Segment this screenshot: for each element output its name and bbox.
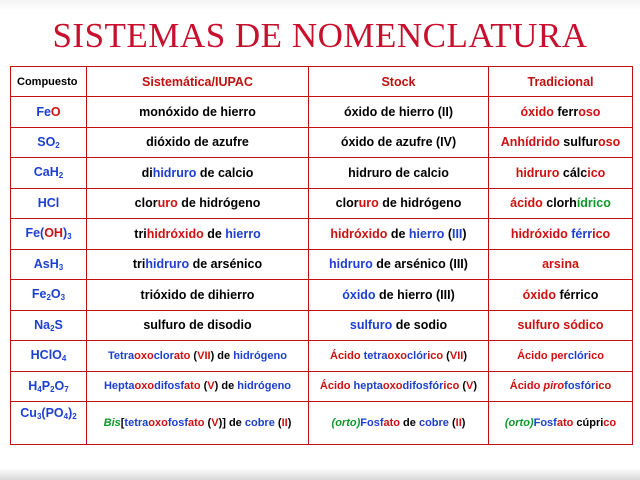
formula-segment: Cu [20, 406, 37, 420]
formula-segment: S [54, 317, 63, 332]
cell-tradicional [489, 127, 633, 158]
formula-segment: SO [37, 134, 56, 149]
sistematica-segment: II [281, 417, 288, 429]
sistematica-segment: Hepta [103, 380, 135, 393]
stock-segment: III [451, 226, 463, 241]
sistematica-segment: hidróxido [146, 226, 204, 241]
cell-stock [309, 402, 489, 445]
cell-formula [11, 219, 87, 250]
table-row [11, 249, 633, 280]
stock-segment: difosfór [402, 380, 444, 393]
stock-segment: V [466, 380, 474, 393]
sistematica-segment: tri [132, 257, 146, 272]
table-row [11, 402, 633, 445]
stock-segment: de [387, 226, 409, 241]
sistematica-segment: hierro [225, 226, 261, 241]
table-body [11, 67, 633, 445]
stock-segment: Fosf [360, 417, 384, 429]
sistematica-segment: clor [134, 196, 158, 211]
cell-sistematica [87, 371, 309, 402]
formula-segment: Na [34, 317, 51, 332]
sistematica-segment: ( [190, 349, 198, 362]
stock-segment: ( [443, 349, 450, 362]
tradicional-segment: clór [567, 349, 589, 362]
cell-stock [309, 188, 489, 219]
formula-segment: 4 [63, 412, 69, 421]
sistematica-segment: de [203, 226, 226, 241]
tradicional-segment: Anhídrido [500, 135, 564, 150]
cell-sistematica [87, 249, 309, 280]
stock-segment: de hidrógeno [378, 196, 462, 211]
cell-stock [309, 158, 489, 189]
formula-segment: 3 [58, 262, 64, 272]
tradicional-segment: oso [598, 135, 621, 150]
formula-segment: 2 [72, 412, 77, 421]
tradicional-segment: oso [578, 104, 601, 119]
formula-segment: 3 [36, 412, 42, 421]
cell-formula [11, 127, 87, 158]
slide-top-shade [0, 0, 640, 10]
table-row [11, 219, 633, 250]
sistematica-segment: de arsénico [189, 257, 263, 272]
stock-segment: II [455, 417, 462, 429]
sistematica-segment: ( [274, 417, 282, 429]
sistematica-segment: V [207, 380, 215, 393]
sistematica-segment: oxo [148, 417, 168, 429]
stock-segment: ico [427, 349, 444, 362]
sistematica-segment: ) de [214, 380, 238, 393]
tradicional-segment: Ácido [509, 380, 541, 393]
tradicional-segment: ferr [557, 104, 579, 119]
cell-sistematica [87, 158, 309, 189]
formula-segment: 2 [55, 140, 60, 150]
formula-segment: HClO [30, 348, 62, 363]
sistematica-segment: sulfuro de disodio [143, 318, 252, 333]
stock-segment: clor [335, 196, 359, 211]
sistematica-segment: hidruro [145, 257, 190, 272]
cell-sistematica [87, 127, 309, 158]
formula-segment: Fe( [25, 226, 45, 241]
stock-segment: óxido de azufre (IV) [340, 135, 457, 150]
formula-segment: (PO [41, 406, 64, 420]
sistematica-segment: oxo [134, 349, 154, 362]
stock-segment: ) [462, 226, 467, 241]
sistematica-segment: hidrógeno [237, 380, 292, 393]
stock-segment: VII [449, 349, 464, 362]
tradicional-segment: ico [595, 380, 612, 393]
slide-bottom-shade [0, 468, 640, 480]
tradicional-segment: férrico [555, 287, 599, 302]
tradicional-segment: Ácido [517, 349, 548, 362]
stock-segment: Ácido [319, 380, 351, 393]
cell-stock [309, 97, 489, 128]
cell-tradicional [489, 341, 633, 372]
table-header-row [11, 67, 633, 97]
sistematica-segment: hidrógeno [233, 349, 287, 362]
cell-tradicional [489, 371, 633, 402]
cell-tradicional [489, 310, 633, 341]
formula-segment: P [41, 378, 51, 393]
stock-segment: ) [461, 417, 466, 429]
cell-stock [309, 249, 489, 280]
cell-formula [11, 310, 87, 341]
stock-segment: ( [459, 380, 467, 393]
cell-tradicional [489, 158, 633, 189]
stock-segment: ( [444, 226, 452, 241]
formula-segment: 4 [61, 354, 67, 364]
sistematica-segment: di [141, 165, 153, 180]
table-row [11, 280, 633, 311]
sistematica-segment: ato [184, 380, 201, 393]
formula-segment: OH [44, 226, 63, 241]
sistematica-segment: cobre [244, 417, 275, 429]
cell-sistematica [87, 341, 309, 372]
tradicional-segment: sulfuro sódico [517, 318, 604, 333]
tradicional-segment: (orto) [504, 417, 534, 429]
tradicional-segment: óxido [522, 287, 556, 302]
stock-segment: hidruro [329, 257, 373, 272]
tradicional-segment: hidróxido [510, 226, 568, 241]
cell-tradicional [489, 188, 633, 219]
sistematica-segment: tri [134, 226, 147, 241]
cell-tradicional [489, 402, 633, 445]
stock-segment: hierro [408, 226, 445, 241]
tradicional-segment: ico [592, 226, 611, 241]
stock-segment: de [400, 417, 419, 429]
cell-stock [309, 127, 489, 158]
tradicional-segment: cúpri [573, 417, 604, 429]
cell-tradicional [489, 249, 633, 280]
formula-segment: ) [62, 226, 68, 241]
stock-segment: oxo [387, 349, 408, 362]
cell-sistematica [87, 219, 309, 250]
tradicional-segment: ato [556, 417, 574, 429]
header-tradicional: Tradicional [489, 67, 633, 97]
formula-segment: 3 [67, 232, 72, 242]
cell-sistematica [87, 310, 309, 341]
cell-formula [11, 280, 87, 311]
table-row [11, 371, 633, 402]
formula-segment: Fe [31, 287, 47, 302]
cell-stock [309, 341, 489, 372]
stock-segment: de sodio [392, 318, 448, 333]
sistematica-segment: hidruro [152, 165, 197, 180]
stock-segment: ) [463, 349, 467, 362]
sistematica-segment: clor [153, 349, 174, 362]
formula-segment: CaH [33, 165, 59, 180]
table-row [11, 97, 633, 128]
sistematica-segment: trióxido de dihierro [140, 287, 255, 302]
cell-tradicional [489, 97, 633, 128]
cell-sistematica [87, 402, 309, 445]
formula-segment: 3 [60, 293, 66, 303]
cell-formula [11, 158, 87, 189]
cell-tradicional [489, 280, 633, 311]
stock-segment: óxido de hierro (II) [343, 104, 454, 119]
sistematica-segment: tetra [124, 417, 149, 429]
cell-formula [11, 188, 87, 219]
stock-segment: ico [443, 380, 460, 393]
table-row [11, 127, 633, 158]
table-row [11, 310, 633, 341]
stock-segment: óxido [342, 287, 376, 302]
cell-formula [11, 97, 87, 128]
sistematica-segment: dióxido de azufre [146, 135, 249, 150]
tradicional-segment: ico [588, 349, 604, 362]
stock-segment: ( [448, 417, 456, 429]
cell-stock [309, 310, 489, 341]
formula-segment: 2 [58, 171, 64, 181]
formula-segment: ) [68, 406, 73, 420]
tradicional-segment: férr [571, 226, 593, 241]
formula-segment: 2 [50, 384, 55, 394]
tradicional-segment: Fosf [533, 417, 557, 429]
tradicional-segment: ácido [510, 196, 547, 211]
stock-segment: ato [383, 417, 400, 429]
sistematica-segment: Tetra [108, 349, 135, 362]
header-sistematica: Sistemática/IUPAC [87, 67, 309, 97]
tradicional-segment: co [603, 417, 617, 429]
cell-tradicional [489, 219, 633, 250]
tradicional-segment: fosfór [564, 380, 596, 393]
sistematica-segment: VII [197, 349, 211, 362]
cell-stock [309, 280, 489, 311]
stock-segment: de arsénico (III) [372, 257, 468, 272]
stock-segment: hidróxido [330, 226, 388, 241]
stock-segment: uro [358, 196, 379, 211]
tradicional-segment: hidruro [515, 165, 563, 180]
formula-segment: 2 [50, 323, 55, 333]
formula-segment: O [50, 104, 61, 119]
cell-sistematica [87, 97, 309, 128]
sistematica-segment: de hidrógeno [177, 196, 261, 211]
cell-formula [11, 341, 87, 372]
sistematica-segment: ( [204, 417, 212, 429]
formula-segment: Fe [36, 104, 51, 119]
sistematica-segment: uro [157, 196, 178, 211]
formula-segment: O [54, 378, 65, 393]
tradicional-segment: per [550, 349, 568, 362]
cell-stock [309, 371, 489, 402]
sistematica-segment: V [211, 417, 219, 429]
tradicional-segment: óxido [520, 104, 558, 119]
header-stock: Stock [309, 67, 489, 97]
stock-segment: cobre [418, 417, 449, 429]
page-title: SISTEMAS DE NOMENCLATURA [52, 16, 588, 55]
cell-formula [11, 371, 87, 402]
sistematica-segment: ) de [210, 349, 234, 362]
table-row [11, 188, 633, 219]
sistematica-segment: ato [173, 349, 191, 362]
stock-segment: ) [473, 380, 478, 393]
cell-sistematica [87, 188, 309, 219]
header-compuesto: Compuesto [11, 67, 87, 97]
sistematica-segment: ) [287, 417, 292, 429]
cell-stock [309, 219, 489, 250]
stock-segment: clór [407, 349, 428, 362]
nomenclature-table [10, 66, 633, 445]
stock-segment: sulfuro [349, 318, 393, 333]
sistematica-segment: )] de [218, 417, 245, 429]
formula-segment: 4 [37, 384, 42, 394]
stock-segment: (orto) [331, 417, 361, 429]
formula-segment: 2 [46, 293, 51, 303]
sistematica-segment: ( [200, 380, 208, 393]
stock-segment: tetra [363, 349, 388, 362]
sistematica-segment: Bis [103, 417, 121, 429]
sistematica-segment: monóxido de hierro [139, 104, 256, 119]
stock-segment: oxo [382, 380, 403, 393]
sistematica-segment: ato [188, 417, 205, 429]
stock-segment: hepta [353, 380, 383, 393]
tradicional-segment: ico [587, 165, 606, 180]
tradicional-segment: cálc [562, 165, 588, 180]
sistematica-segment: difosf [154, 380, 185, 393]
sistematica-segment: de calcio [196, 165, 254, 180]
stock-segment: Ácido [330, 349, 361, 362]
sistematica-segment: oxo [134, 380, 155, 393]
cell-formula [11, 249, 87, 280]
stock-segment: hidruro de calcio [348, 165, 449, 180]
formula-segment: 7 [64, 384, 69, 394]
formula-segment: O [50, 287, 61, 302]
cell-sistematica [87, 280, 309, 311]
sistematica-segment: [ [120, 417, 125, 429]
sistematica-segment: fosf [167, 417, 188, 429]
tradicional-segment: clorh [546, 196, 577, 211]
tradicional-segment: sulfur [563, 135, 598, 150]
cell-formula [11, 402, 87, 445]
tradicional-segment: arsina [542, 257, 579, 272]
stock-segment: de hierro (III) [375, 287, 455, 302]
table-row [11, 158, 633, 189]
formula-segment: HCl [37, 196, 60, 211]
tradicional-segment: ídrico [576, 196, 611, 211]
tradicional-segment: piro [543, 380, 565, 393]
formula-segment: H [28, 378, 38, 393]
formula-segment: AsH [33, 256, 59, 271]
table-row [11, 341, 633, 372]
